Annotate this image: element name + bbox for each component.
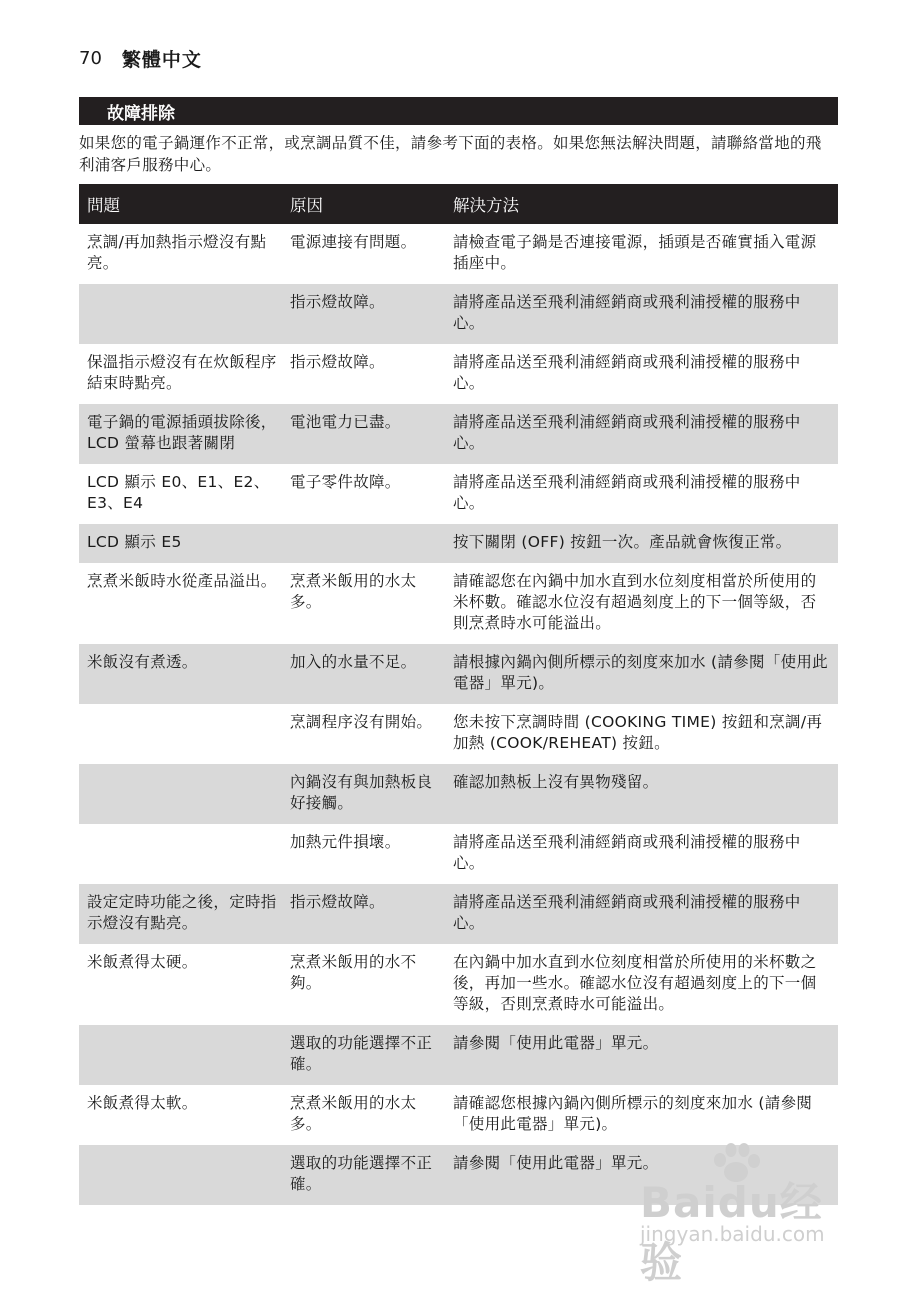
table-row	[79, 284, 838, 344]
table-row	[79, 644, 838, 704]
cell-cause: 指示燈故障。	[290, 353, 385, 371]
page-language: 繁體中文	[121, 48, 202, 71]
baidu-watermark	[640, 1140, 850, 1287]
cell-cause: 內鍋沒有與加熱板良好接觸。	[290, 773, 433, 812]
cell-problem: 電子鍋的電源插頭拔除後，LCD 螢幕也跟著關閉	[87, 413, 277, 452]
table-row	[79, 704, 838, 764]
cell-solution: 請確認您在內鍋中加水直到水位刻度相當於所使用的米杯數。確認水位沒有超過刻度上的下一個等級，否則烹煮時水可能溢出。	[453, 572, 817, 632]
cell-problem	[79, 284, 282, 344]
cell-cause: 加入的水量不足。	[290, 653, 417, 671]
table-header	[79, 184, 838, 224]
intro-paragraph: 如果您的電子鍋運作不正常，或烹調品質不佳，請參考下面的表格。如果您無法解決問題，請聯絡當地的飛利浦客戶服務中心。	[79, 134, 822, 174]
cell-problem	[79, 764, 282, 824]
table-row	[79, 404, 838, 464]
page-header	[79, 44, 202, 72]
table-row	[79, 224, 838, 284]
cell-solution: 請將產品送至飛利浦經銷商或飛利浦授權的服務中心。	[453, 293, 801, 332]
cell-solution: 請檢查電子鍋是否連接電源，插頭是否確實插入電源插座中。	[453, 233, 817, 272]
cell-cause: 烹調程序沒有開始。	[290, 713, 433, 731]
cell-problem: LCD 顯示 E5	[87, 533, 182, 551]
cell-cause: 烹煮米飯用的水太多。	[290, 572, 417, 611]
table-row	[79, 524, 838, 563]
cell-solution: 在內鍋中加水直到水位刻度相當於所使用的米杯數之後，再加一些水。確認水位沒有超過刻度上的下一個等級，否則烹煮時水可能溢出。	[453, 953, 817, 1013]
cell-cause: 選取的功能選擇不正確。	[290, 1034, 433, 1073]
cell-solution: 您未按下烹調時間 (COOKING TIME) 按鈕和烹調/再加熱 (COOK/REHEAT) 按鈕。	[453, 713, 823, 752]
cell-cause: 烹煮米飯用的水太多。	[290, 1094, 417, 1133]
cell-cause: 電子零件故障。	[290, 473, 401, 491]
cell-problem: 烹調/再加熱指示燈沒有點亮。	[87, 233, 267, 272]
cell-solution: 請將產品送至飛利浦經銷商或飛利浦授權的服務中心。	[453, 893, 801, 932]
table-row	[79, 944, 838, 1025]
cell-problem	[79, 704, 282, 764]
cell-problem: 保溫指示燈沒有在炊飯程序結束時點亮。	[87, 353, 277, 392]
watermark-logo: Baidu经验	[640, 1178, 823, 1287]
cell-problem	[79, 1145, 282, 1205]
cell-cause: 指示燈故障。	[290, 893, 385, 911]
header-solution: 解決方法	[453, 196, 519, 215]
cell-problem: 米飯煮得太硬。	[87, 953, 198, 971]
cell-cause	[282, 524, 445, 563]
cell-solution: 確認加熱板上沒有異物殘留。	[453, 773, 659, 791]
cell-solution: 按下關閉 (OFF) 按鈕一次。產品就會恢復正常。	[453, 533, 792, 551]
troubleshooting-table	[79, 184, 838, 1205]
cell-cause: 指示燈故障。	[290, 293, 385, 311]
cell-solution: 請將產品送至飛利浦經銷商或飛利浦授權的服務中心。	[453, 833, 801, 872]
cell-solution: 請參閱「使用此電器」單元。	[453, 1154, 659, 1172]
watermark-url: jingyan.baidu.com	[640, 1222, 825, 1246]
cell-cause: 電源連接有問題。	[290, 233, 417, 251]
cell-cause: 電池電力已盡。	[290, 413, 401, 431]
cell-problem: 米飯煮得太軟。	[87, 1094, 198, 1112]
table-row	[79, 1025, 838, 1085]
header-cause: 原因	[290, 196, 323, 215]
table-row	[79, 1085, 838, 1145]
cell-cause: 加熱元件損壞。	[290, 833, 401, 851]
cell-problem: 烹煮米飯時水從產品溢出。	[87, 572, 277, 590]
page-number: 70	[79, 47, 102, 69]
header-problem: 問題	[87, 196, 120, 215]
cell-problem: 米飯沒有煮透。	[87, 653, 198, 671]
cell-solution: 請根據內鍋內側所標示的刻度來加水 (請參閱「使用此電器」單元)。	[453, 653, 828, 692]
cell-problem	[79, 1025, 282, 1085]
table-row	[79, 563, 838, 644]
cell-problem: LCD 顯示 E0、E1、E2、E3、E4	[87, 473, 270, 512]
table-row	[79, 764, 838, 824]
cell-cause: 烹煮米飯用的水不夠。	[290, 953, 417, 992]
cell-solution: 請參閱「使用此電器」單元。	[453, 1034, 659, 1052]
cell-solution: 請確認您根據內鍋內側所標示的刻度來加水 (請參閱「使用此電器」單元)。	[453, 1094, 813, 1133]
cell-solution: 請將產品送至飛利浦經銷商或飛利浦授權的服務中心。	[453, 413, 801, 452]
cell-problem	[79, 824, 282, 884]
table-row	[79, 884, 838, 944]
table-row	[79, 824, 838, 884]
section-title: 故障排除	[79, 97, 838, 125]
table-row	[79, 344, 838, 404]
cell-solution: 請將產品送至飛利浦經銷商或飛利浦授權的服務中心。	[453, 473, 801, 512]
cell-problem: 設定定時功能之後，定時指示燈沒有點亮。	[87, 893, 277, 932]
cell-cause: 選取的功能選擇不正確。	[290, 1154, 433, 1193]
table-row	[79, 464, 838, 524]
cell-solution: 請將產品送至飛利浦經銷商或飛利浦授權的服務中心。	[453, 353, 801, 392]
